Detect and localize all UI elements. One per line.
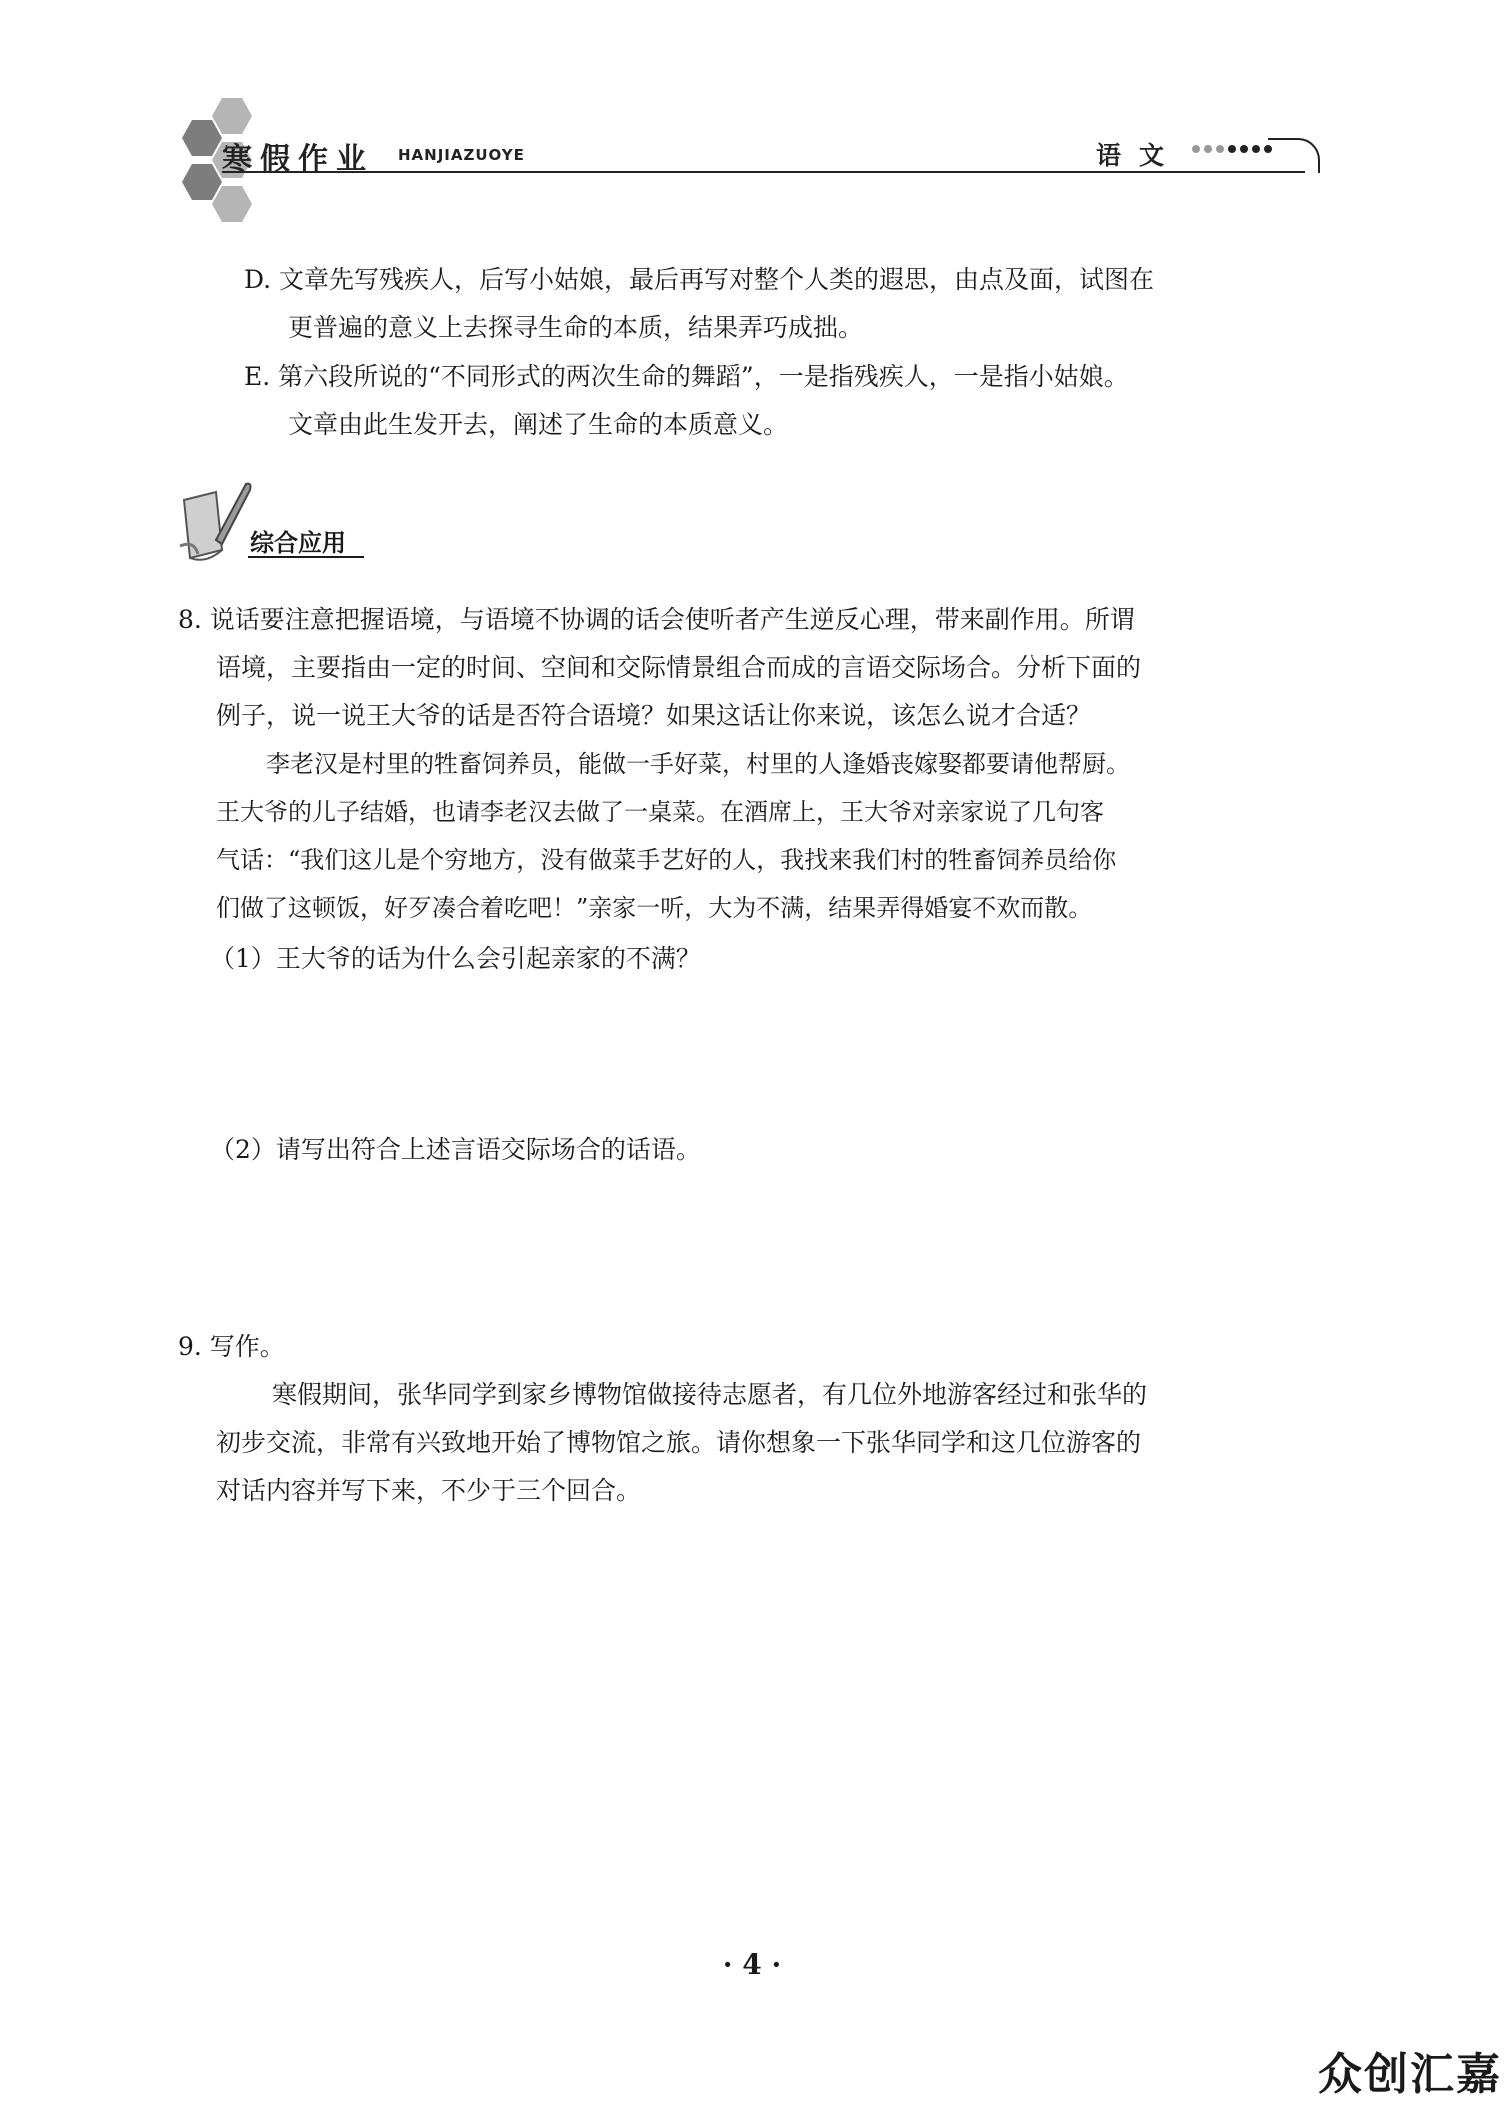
- q8-subquestion-1: （1）王大爷的话为什么会引起亲家的不满？: [210, 944, 701, 973]
- header-subject: 语文: [1096, 141, 1183, 170]
- q8-story-line1: 李老汉是村里的牲畜饲养员，能做一手好菜，村里的人逢婚丧嫁娶都要请他帮厨。: [266, 750, 1130, 778]
- q8-subquestion-2: （2）请写出符合上述言语交际场合的话语。: [210, 1135, 701, 1164]
- option-e-line1: E. 第六段所说的“不同形式的两次生命的舞蹈”，一是指残疾人，一是指小姑娘。: [244, 362, 1129, 391]
- quill-paper-icon: [176, 480, 254, 564]
- section-title: 综合应用: [250, 529, 346, 557]
- q9-line1: 9. 写作。: [178, 1332, 285, 1361]
- page-number: · 4 ·: [722, 1948, 782, 1981]
- watermark: 众创汇嘉: [1318, 2049, 1502, 2100]
- q9-line2: 寒假期间，张华同学到家乡博物馆做接待志愿者，有几位外地游客经过和张华的: [272, 1380, 1148, 1409]
- option-e-line2: 文章由此生发开去，阐述了生命的本质意义。: [288, 410, 789, 439]
- section-underline: [248, 556, 364, 558]
- option-d-line1: D. 文章先写残疾人，后写小姑娘，最后再写对整个人类的遐思，由点及面，试图在: [244, 265, 1155, 294]
- q8-story-line3: 气话：“我们这儿是个穷地方，没有做菜手艺好的人，我找来我们村的牲畜饲养员给你: [216, 846, 1117, 874]
- q8-story-line2: 王大爷的儿子结婚，也请李老汉去做了一桌菜。在酒席上，王大爷对亲家说了几句客: [216, 798, 1104, 826]
- dots-decoration: [1192, 138, 1276, 157]
- hexagon-decoration: [212, 184, 252, 224]
- hexagon-decoration: [182, 162, 222, 202]
- q9-line3: 初步交流，非常有兴致地开始了博物馆之旅。请你想象一下张华同学和这几位游客的: [216, 1428, 1142, 1457]
- q8-line2: 语境，主要指由一定的时间、空间和交际情景组合而成的言语交际场合。分析下面的: [216, 653, 1142, 682]
- hexagon-decoration: [212, 96, 252, 136]
- q8-line3: 例子，说一说王大爷的话是否符合语境？如果这话让你来说，该怎么说才合适？: [216, 701, 1092, 730]
- option-d-line2: 更普遍的意义上去探寻生命的本质，结果弄巧成拙。: [288, 313, 864, 342]
- q8-line1: 8. 说话要注意把握语境，与语境不协调的话会使听者产生逆反心理，带来副作用。所谓: [178, 605, 1135, 634]
- q8-story-line4: 们做了这顿饭，好歹凑合着吃吧！”亲家一听，大为不满，结果弄得婚宴不欢而散。: [216, 894, 1093, 922]
- q9-line4: 对话内容并写下来，不少于三个回合。: [216, 1476, 642, 1505]
- header-curve: [1268, 138, 1320, 173]
- header-title: 寒假作业: [222, 142, 374, 177]
- header-rule: [222, 171, 1305, 173]
- header-pinyin: HANJIAZUOYE: [398, 146, 525, 164]
- hexagon-decoration: [182, 118, 222, 158]
